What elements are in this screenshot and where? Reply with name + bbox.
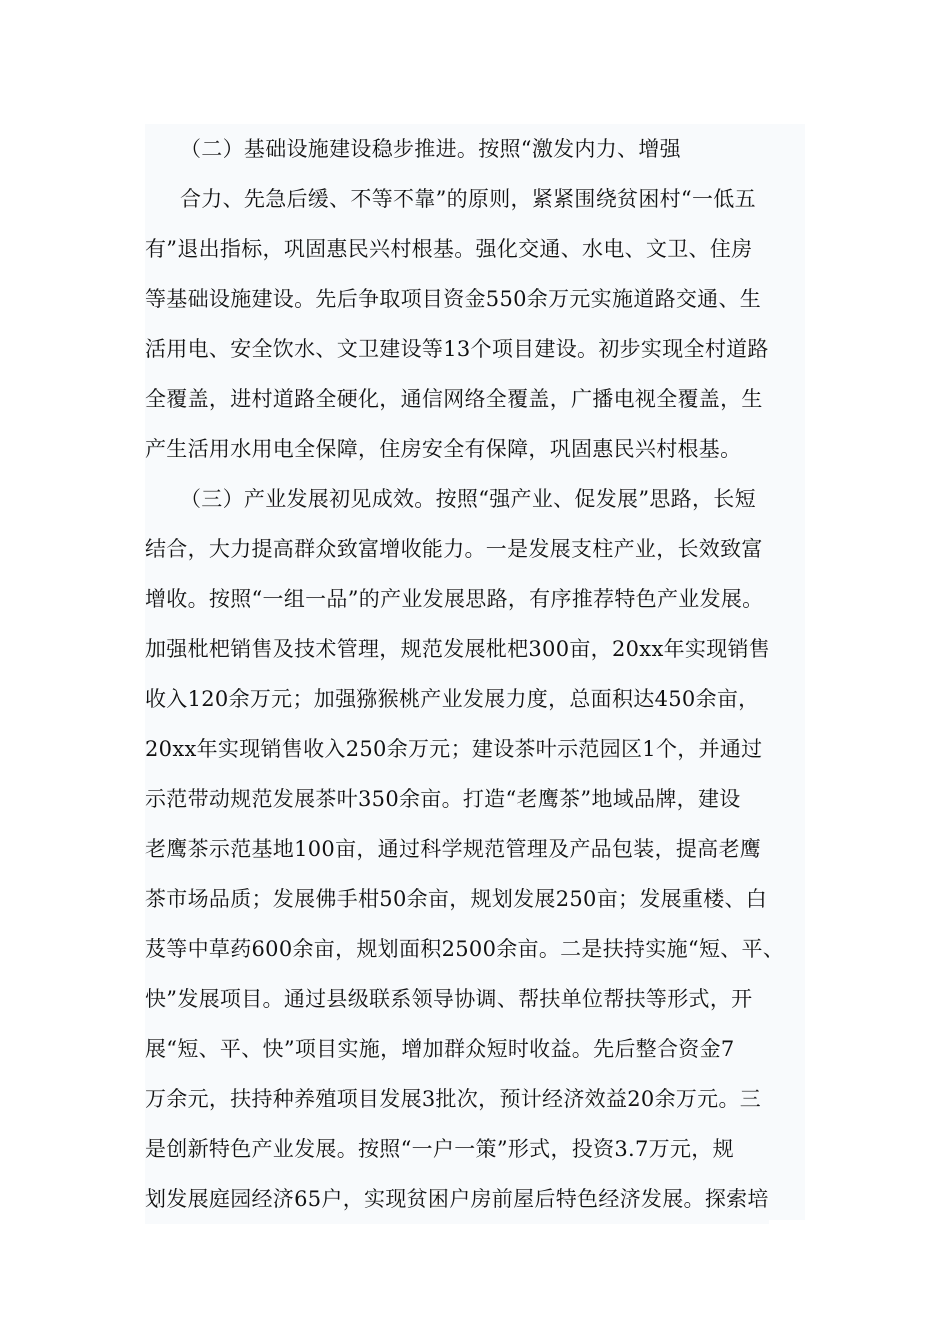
paragraph-3-line-1: （三）产业发展初见成效。按照“强产业、促发展”思路，长短 — [180, 474, 756, 524]
paragraph-2-line-5: 活用电、安全饮水、文卫建设等13个项目建设。初步实现全村道路 — [145, 324, 769, 374]
paragraph-3-line-15: 划发展庭园经济65户，实现贫困户房前屋后特色经济发展。探索培 — [145, 1174, 769, 1224]
paragraph-2-line-2: 合力、先急后缓、不等不靠”的原则，紧紧围绕贫困村“一低五 — [180, 174, 756, 224]
paragraph-3-line-11: 快”发展项目。通过县级联系领导协调、帮扶单位帮扶等形式，开 — [145, 974, 752, 1024]
paragraph-2-line-7: 产生活用水用电全保障，住房安全有保障，巩固惠民兴村根基。 — [145, 424, 741, 474]
paragraph-2-line-6: 全覆盖，进村道路全硬化，通信网络全覆盖，广播电视全覆盖，生 — [145, 374, 763, 424]
paragraph-3-line-8: 老鹰茶示范基地100亩，通过科学规范管理及产品包装，提高老鹰 — [145, 824, 761, 874]
paragraph-3-line-2: 结合，大力提高群众致富增收能力。一是发展支柱产业，长效致富 — [145, 524, 763, 574]
paragraph-3-line-6: 20xx年实现销售收入250余万元；建设茶叶示范园区1个，并通过 — [145, 724, 762, 774]
paragraph-2-line-1: （二）基础设施建设稳步推进。按照“激发内力、增强 — [180, 124, 681, 174]
paragraph-3-line-13: 万余元，扶持种养殖项目发展3批次，预计经济效益20余万元。三 — [145, 1074, 761, 1124]
paragraph-3-line-12: 展“短、平、快”项目实施，增加群众短时收益。先后整合资金7 — [145, 1024, 735, 1074]
paragraph-2-line-4: 等基础设施建设。先后争取项目资金550余万元实施道路交通、生 — [145, 274, 761, 324]
paragraph-2-line-3: 有”退出指标，巩固惠民兴村根基。强化交通、水电、文卫、住房 — [145, 224, 752, 274]
paragraph-3-line-3: 增收。按照“一组一品”的产业发展思路，有序推荐特色产业发展。 — [145, 574, 763, 624]
paragraph-3-line-9: 茶市场品质；发展佛手柑50余亩，规划发展250亩；发展重楼、白 — [145, 874, 767, 924]
paragraph-3-line-5: 收入120余万元；加强猕猴桃产业发展力度，总面积达450余亩， — [145, 674, 759, 724]
paragraph-3-line-4: 加强枇杷销售及技术管理，规范发展枇杷300亩，20xx年实现销售 — [145, 624, 770, 674]
paragraph-3-line-14: 是创新特色产业发展。按照“一户一策”形式，投资3.7万元，规 — [145, 1124, 734, 1174]
paragraph-3-line-10: 芨等中草药600余亩，规划面积2500余亩。二是扶持实施“短、平、 — [145, 924, 784, 974]
paragraph-3-line-7: 示范带动规范发展茶叶350余亩。打造“老鹰茶”地域品牌，建设 — [145, 774, 741, 824]
